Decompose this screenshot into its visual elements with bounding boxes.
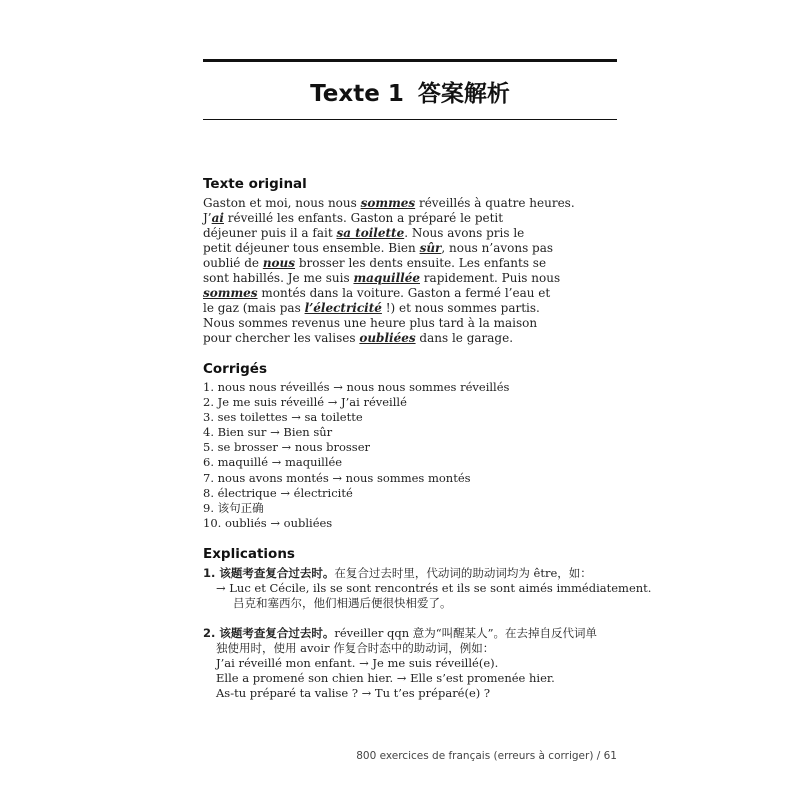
original-line: sommes montés dans la voiture. Gaston a fermé l’eau et: [203, 286, 551, 300]
original-line: Gaston et moi, nous nous sommes réveillés à quatre heures.: [203, 196, 575, 210]
corrige-item: 3. ses toilettes → sa toilette: [203, 410, 363, 425]
error-word: nous: [262, 256, 296, 270]
corrige-item: 4. Bien sur → Bien sûr: [203, 425, 333, 440]
error-word: ai: [211, 211, 224, 225]
original-line: pour chercher les valises oubliées dans le garage.: [203, 331, 514, 345]
error-word: oubliées: [359, 331, 416, 345]
corriges-heading: Corrigés: [203, 361, 267, 377]
original-text-paragraph: [203, 196, 623, 346]
page-title-latin: Texte 1: [310, 81, 404, 107]
corrige-item: 6. maquillé → maquillée: [203, 455, 343, 470]
explication-1-line: 1. 该题考查复合过去时。在复合过去时里，代动词的助动词均为 être，如：: [203, 566, 592, 580]
title-top-rule: [203, 59, 617, 62]
explication-2: [203, 626, 623, 701]
corrige-item: 2. Je me suis réveillé → J’ai réveillé: [203, 395, 407, 410]
explication-1-title: 该题考查复合过去时。: [219, 566, 335, 580]
corrige-item: 8. électrique → électricité: [203, 485, 353, 500]
original-line: le gaz (mais pas l’électricité !) et nous sommes partis.: [203, 301, 540, 315]
corrige-item: 9. 该句正确: [203, 500, 264, 515]
page-footer: 800 exercices de français (erreurs à corriger) / 61: [356, 750, 617, 762]
corrige-item: 1. nous nous réveillés → nous nous sommes réveillés: [203, 380, 510, 394]
original-line: sont habillés. Je me suis maquillée rapidement. Puis nous: [203, 271, 561, 285]
original-line: déjeuner puis il a fait sa toilette. Nous avons pris le: [203, 226, 525, 240]
original-line: J’ai réveillé les enfants. Gaston a préparé le petit: [203, 211, 504, 225]
error-word: maquillée: [353, 271, 420, 285]
explication-1-translation: 吕克和塞西尔，他们相遇后便很快相爱了。: [233, 596, 452, 610]
corriges-list: [203, 380, 623, 531]
explication-2-line: 独使用时，使用 avoir 作复合时态中的助动词，例如：: [216, 641, 495, 655]
explication-2-example: As-tu préparé ta valise ? → Tu t’es préparé(e) ?: [216, 686, 491, 700]
explication-1-example: → Luc et Cécile, ils se sont rencontrés et ils se sont aimés immédiatement.: [216, 581, 652, 595]
original-line: oublié de nous brosser les dents ensuite. Les enfants se: [203, 256, 547, 270]
title-bottom-rule: [203, 119, 617, 120]
corrige-item: 10. oubliés → oubliées: [203, 515, 333, 530]
explication-1: [203, 566, 652, 611]
original-line: petit déjeuner tous ensemble. Bien sûr, nous n’avons pas: [203, 241, 554, 255]
explication-2-example: J’ai réveillé mon enfant. → Je me suis réveillé(e).: [216, 656, 499, 670]
original-text-heading: Texte original: [203, 176, 307, 192]
explication-2-example: Elle a promené son chien hier. → Elle s’est promenée hier.: [216, 671, 555, 685]
explication-2-line: 2. 该题考查复合过去时。réveiller qqn 意为“叫醒某人”。在去掉自反代词单: [203, 626, 598, 640]
error-word: sommes: [203, 286, 258, 300]
corrige-item: 5. se brosser → nous brosser: [203, 440, 371, 455]
corrige-item: 7. nous avons montés → nous sommes montés: [203, 470, 471, 485]
page-title: [203, 75, 617, 108]
page-title-chinese: 答案解析: [417, 81, 510, 107]
error-word: l’électricité: [304, 301, 382, 315]
error-word: sa toilette: [336, 226, 405, 240]
explication-2-title: 该题考查复合过去时。: [219, 626, 335, 640]
original-line: Nous sommes revenus une heure plus tard à la maison: [203, 316, 538, 330]
error-word: sommes: [360, 196, 416, 210]
error-word: sûr: [419, 241, 442, 255]
explications-heading: Explications: [203, 546, 295, 562]
